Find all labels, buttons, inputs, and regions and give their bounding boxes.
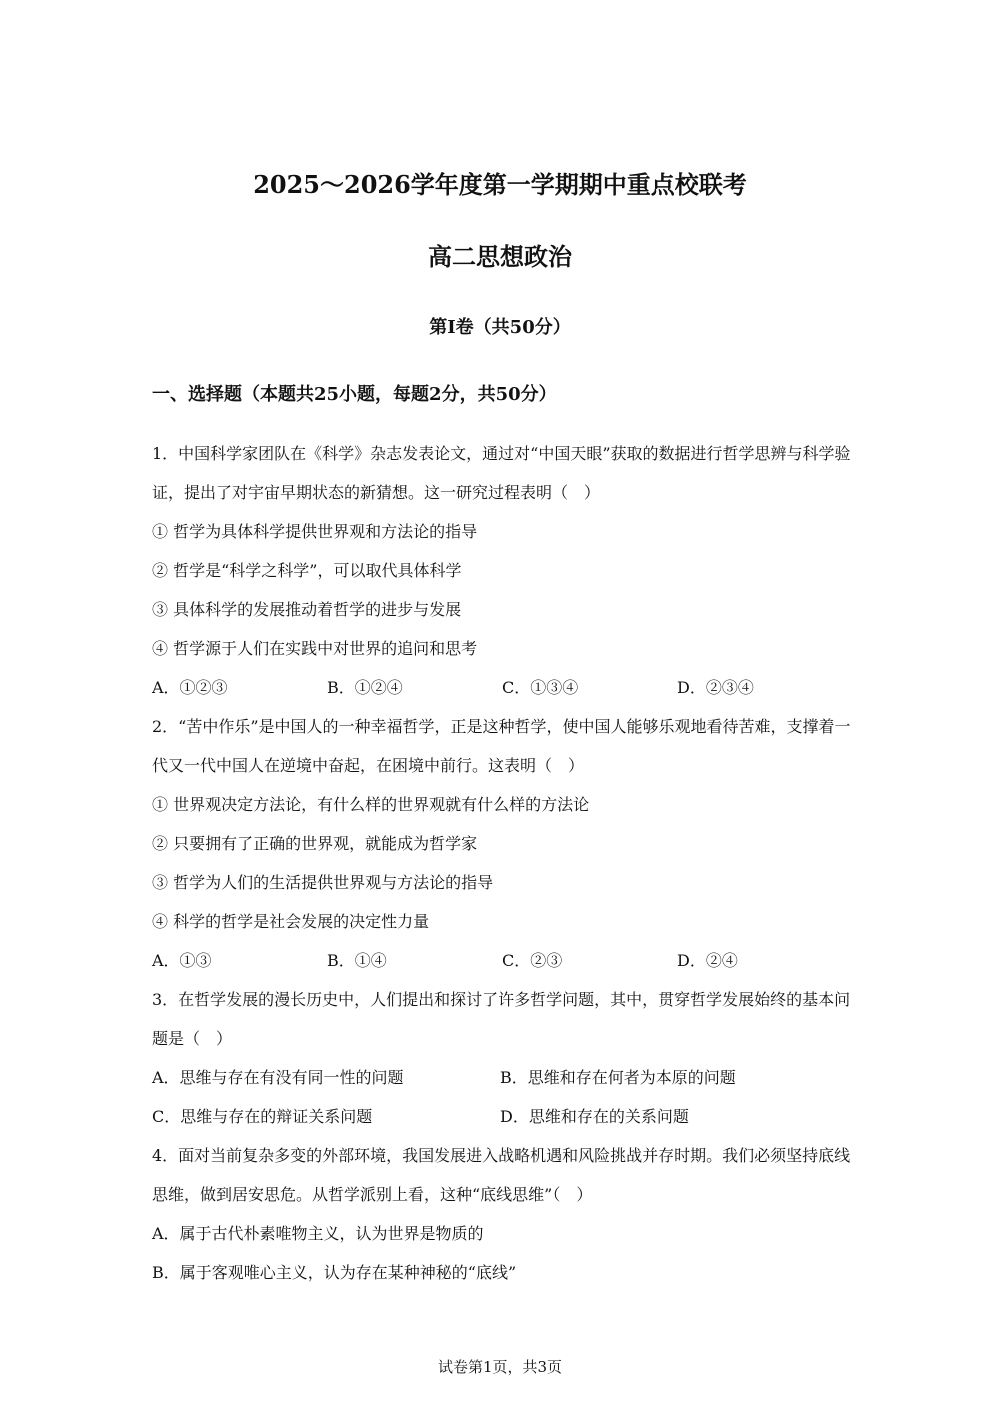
part-title: 第Ⅰ卷（共50分） — [429, 317, 571, 338]
option-a: A．属于古代朴素唯物主义，认为世界是物质的 — [152, 1224, 484, 1243]
option-a: A．思维与存在有没有同一性的问题 — [152, 1068, 404, 1087]
statement-item: ④ 哲学源于人们在实践中对世界的追问和思考 — [152, 639, 478, 658]
option-b: B．①②④ — [327, 678, 403, 697]
statement-item: ① 哲学为具体科学提供世界观和方法论的指导 — [152, 522, 478, 541]
question-2 — [152, 707, 864, 980]
question-3 — [152, 980, 864, 1136]
question-4 — [152, 1136, 864, 1292]
option-c: C．思维与存在的辩证关系问题 — [152, 1107, 373, 1126]
option-d: D．思维和存在的关系问题 — [500, 1107, 689, 1126]
page-footer: 试卷第1页，共3页 — [437, 1358, 563, 1376]
answer-options — [152, 1097, 864, 1136]
option-c: C．②③ — [502, 951, 563, 970]
option-d: D．②③④ — [677, 678, 754, 697]
statement-item: ② 只要拥有了正确的世界观，就能成为哲学家 — [152, 834, 478, 853]
subject-title: 高二思想政治 — [428, 242, 572, 271]
option-c: C．①③④ — [502, 678, 579, 697]
question-1 — [152, 434, 864, 707]
option-b: B．属于客观唯心主义，认为存在某种神秘的“底线” — [152, 1263, 517, 1282]
question-stem: 2．“苦中作乐”是中国人的一种幸福哲学，正是这种哲学，使中国人能够乐观地看待苦难，支撑着一代又一代中国人在逆境中奋起，在困境中前行。这表明（ ） — [152, 717, 851, 775]
question-list — [152, 434, 864, 1292]
question-stem: 1．中国科学家团队在《科学》杂志发表论文，通过对“中国天眼”获取的数据进行哲学思辨与科学验证，提出了对宇宙早期状态的新猜想。这一研究过程表明（ ） — [152, 444, 851, 502]
answer-options — [152, 941, 864, 980]
statement-item: ③ 具体科学的发展推动着哲学的进步与发展 — [152, 600, 462, 619]
question-stem: 3．在哲学发展的漫长历史中，人们提出和探讨了许多哲学问题，其中，贯穿哲学发展始终的基本问题是（ ） — [152, 990, 851, 1048]
option-b: B．思维和存在何者为本原的问题 — [500, 1068, 736, 1087]
statement-item: ① 世界观决定方法论，有什么样的世界观就有什么样的方法论 — [152, 795, 590, 814]
statement-item: ④ 科学的哲学是社会发展的决定性力量 — [152, 912, 430, 931]
answer-options — [152, 1058, 864, 1097]
option-a: A．①③ — [152, 951, 212, 970]
option-d: D．②④ — [677, 951, 738, 970]
exam-title: 2025～2026学年度第一学期期中重点校联考 — [253, 170, 747, 199]
option-a: A．①②③ — [152, 678, 228, 697]
answer-options — [152, 668, 864, 707]
option-b: B．①④ — [327, 951, 387, 970]
section-heading: 一、选择题（本题共25小题，每题2分，共50分） — [152, 384, 557, 405]
statement-item: ③ 哲学为人们的生活提供世界观与方法论的指导 — [152, 873, 494, 892]
statement-item: ② 哲学是“科学之科学”，可以取代具体科学 — [152, 561, 462, 580]
question-stem: 4．面对当前复杂多变的外部环境，我国发展进入战略机遇和风险挑战并存时期。我们必须坚持底线思维，做到居安思危。从哲学派别上看，这种“底线思维”（ ） — [152, 1146, 851, 1204]
